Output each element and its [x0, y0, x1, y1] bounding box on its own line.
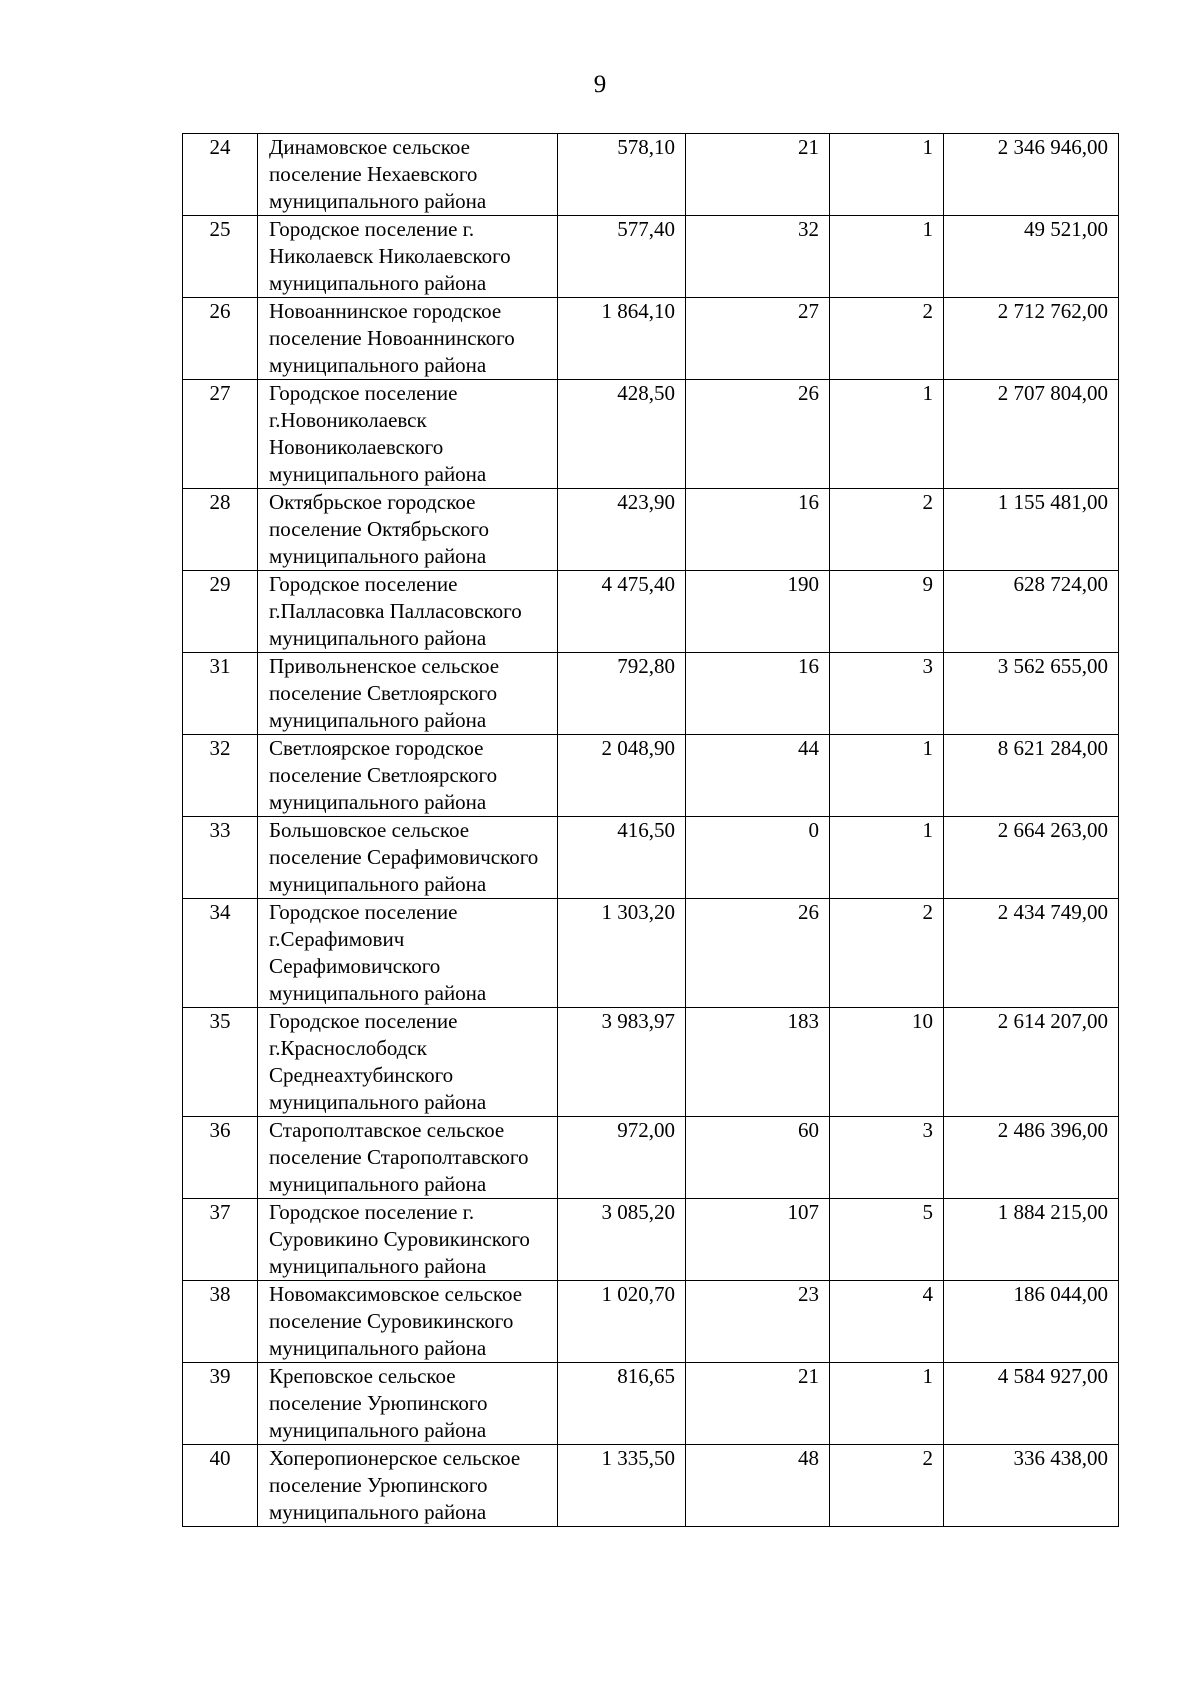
- table-row: [183, 653, 1119, 735]
- table-row: [183, 817, 1119, 899]
- cell-area: 1 303,20: [558, 899, 686, 1008]
- cell-number: 35: [183, 1008, 258, 1117]
- cell-count-2: 1: [830, 216, 944, 298]
- table-row: [183, 1117, 1119, 1199]
- table-row: [183, 1445, 1119, 1527]
- cell-settlement-name: Привольненское сельское поселение Светлоярского муниципального района: [258, 653, 558, 735]
- cell-count-1: 21: [686, 134, 830, 216]
- cell-area: 816,65: [558, 1363, 686, 1445]
- table-row: [183, 899, 1119, 1008]
- table-row: [183, 1281, 1119, 1363]
- cell-area: 792,80: [558, 653, 686, 735]
- cell-number: 31: [183, 653, 258, 735]
- cell-number: 25: [183, 216, 258, 298]
- cell-settlement-name: Городское поселение г.Новониколаевск Новониколаевского муниципального района: [258, 380, 558, 489]
- table-row: [183, 571, 1119, 653]
- cell-count-2: 4: [830, 1281, 944, 1363]
- cell-number: 27: [183, 380, 258, 489]
- table-row: [183, 134, 1119, 216]
- table-body: [183, 134, 1119, 1527]
- cell-area: 3 085,20: [558, 1199, 686, 1281]
- cell-number: 29: [183, 571, 258, 653]
- cell-amount: 2 614 207,00: [944, 1008, 1119, 1117]
- cell-amount: 49 521,00: [944, 216, 1119, 298]
- cell-count-2: 5: [830, 1199, 944, 1281]
- cell-settlement-name: Городское поселение г.Краснослободск Среднеахтубинского муниципального района: [258, 1008, 558, 1117]
- cell-number: 40: [183, 1445, 258, 1527]
- cell-count-2: 1: [830, 380, 944, 489]
- cell-count-1: 32: [686, 216, 830, 298]
- cell-count-1: 26: [686, 380, 830, 489]
- cell-count-1: 16: [686, 653, 830, 735]
- table-row: [183, 489, 1119, 571]
- cell-count-2: 9: [830, 571, 944, 653]
- cell-amount: 1 155 481,00: [944, 489, 1119, 571]
- cell-number: 34: [183, 899, 258, 1008]
- cell-amount: 2 707 804,00: [944, 380, 1119, 489]
- cell-count-1: 183: [686, 1008, 830, 1117]
- cell-count-2: 1: [830, 735, 944, 817]
- cell-count-2: 1: [830, 134, 944, 216]
- table-row: [183, 298, 1119, 380]
- cell-amount: 8 621 284,00: [944, 735, 1119, 817]
- cell-area: 1 020,70: [558, 1281, 686, 1363]
- cell-number: 39: [183, 1363, 258, 1445]
- cell-number: 26: [183, 298, 258, 380]
- cell-settlement-name: Городское поселение г. Суровикино Суровикинского муниципального района: [258, 1199, 558, 1281]
- cell-count-2: 2: [830, 489, 944, 571]
- table-row: [183, 735, 1119, 817]
- cell-count-1: 44: [686, 735, 830, 817]
- cell-amount: 3 562 655,00: [944, 653, 1119, 735]
- cell-amount: 628 724,00: [944, 571, 1119, 653]
- cell-count-1: 27: [686, 298, 830, 380]
- cell-count-2: 10: [830, 1008, 944, 1117]
- cell-number: 28: [183, 489, 258, 571]
- cell-count-1: 48: [686, 1445, 830, 1527]
- table-row: [183, 1363, 1119, 1445]
- cell-settlement-name: Городское поселение г.Палласовка Палласовского муниципального района: [258, 571, 558, 653]
- cell-settlement-name: Старополтавское сельское поселение Старополтавского муниципального района: [258, 1117, 558, 1199]
- cell-area: 4 475,40: [558, 571, 686, 653]
- cell-count-2: 1: [830, 817, 944, 899]
- cell-settlement-name: Новоаннинское городское поселение Новоаннинского муниципального района: [258, 298, 558, 380]
- cell-count-2: 2: [830, 1445, 944, 1527]
- cell-area: 3 983,97: [558, 1008, 686, 1117]
- cell-settlement-name: Городское поселение г. Николаевск Николаевского муниципального района: [258, 216, 558, 298]
- cell-count-2: 3: [830, 653, 944, 735]
- cell-settlement-name: Креповское сельское поселение Урюпинского муниципального района: [258, 1363, 558, 1445]
- cell-number: 32: [183, 735, 258, 817]
- cell-amount: 186 044,00: [944, 1281, 1119, 1363]
- cell-number: 24: [183, 134, 258, 216]
- cell-amount: 2 664 263,00: [944, 817, 1119, 899]
- cell-settlement-name: Большовское сельское поселение Серафимовичского муниципального района: [258, 817, 558, 899]
- cell-settlement-name: Городское поселение г.Серафимович Серафимовичского муниципального района: [258, 899, 558, 1008]
- cell-area: 428,50: [558, 380, 686, 489]
- cell-count-1: 26: [686, 899, 830, 1008]
- cell-area: 423,90: [558, 489, 686, 571]
- cell-settlement-name: Новомаксимовское сельское поселение Суровикинского муниципального района: [258, 1281, 558, 1363]
- cell-number: 33: [183, 817, 258, 899]
- cell-amount: 336 438,00: [944, 1445, 1119, 1527]
- cell-number: 37: [183, 1199, 258, 1281]
- cell-settlement-name: Динамовское сельское поселение Нехаевского муниципального района: [258, 134, 558, 216]
- cell-area: 972,00: [558, 1117, 686, 1199]
- cell-count-1: 60: [686, 1117, 830, 1199]
- cell-amount: 2 486 396,00: [944, 1117, 1119, 1199]
- cell-area: 416,50: [558, 817, 686, 899]
- cell-area: 1 864,10: [558, 298, 686, 380]
- table-row: [183, 216, 1119, 298]
- cell-count-1: 107: [686, 1199, 830, 1281]
- table-row: [183, 1008, 1119, 1117]
- cell-area: 577,40: [558, 216, 686, 298]
- cell-settlement-name: Хоперопионерское сельское поселение Урюпинского муниципального района: [258, 1445, 558, 1527]
- cell-amount: 4 584 927,00: [944, 1363, 1119, 1445]
- cell-amount: 1 884 215,00: [944, 1199, 1119, 1281]
- cell-count-2: 2: [830, 899, 944, 1008]
- cell-area: 1 335,50: [558, 1445, 686, 1527]
- cell-count-1: 190: [686, 571, 830, 653]
- cell-count-2: 1: [830, 1363, 944, 1445]
- cell-number: 36: [183, 1117, 258, 1199]
- table-row: [183, 380, 1119, 489]
- cell-count-1: 23: [686, 1281, 830, 1363]
- cell-count-1: 0: [686, 817, 830, 899]
- cell-amount: 2 434 749,00: [944, 899, 1119, 1008]
- cell-area: 578,10: [558, 134, 686, 216]
- cell-amount: 2 712 762,00: [944, 298, 1119, 380]
- page-number: 9: [593, 71, 607, 98]
- cell-count-2: 2: [830, 298, 944, 380]
- cell-count-1: 16: [686, 489, 830, 571]
- cell-settlement-name: Октябрьское городское поселение Октябрьского муниципального района: [258, 489, 558, 571]
- cell-settlement-name: Светлоярское городское поселение Светлоярского муниципального района: [258, 735, 558, 817]
- cell-number: 38: [183, 1281, 258, 1363]
- cell-count-2: 3: [830, 1117, 944, 1199]
- cell-amount: 2 346 946,00: [944, 134, 1119, 216]
- data-table: [182, 133, 1119, 1527]
- cell-count-1: 21: [686, 1363, 830, 1445]
- table-row: [183, 1199, 1119, 1281]
- cell-area: 2 048,90: [558, 735, 686, 817]
